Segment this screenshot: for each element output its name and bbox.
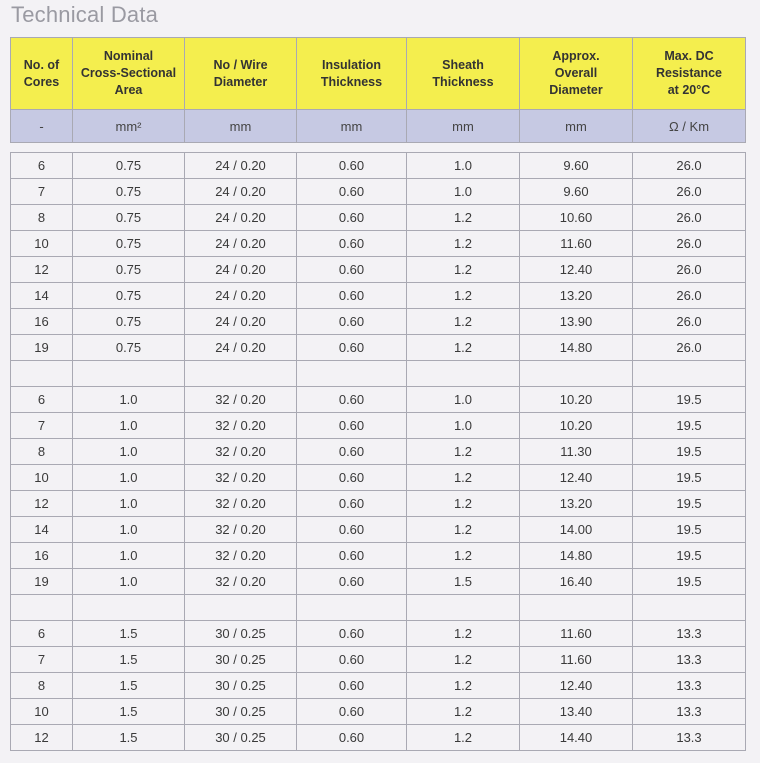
table-cell: 6 xyxy=(11,621,73,647)
table-cell: 26.0 xyxy=(633,231,746,257)
table-cell: 1.0 xyxy=(407,387,520,413)
table-cell: 32 / 0.20 xyxy=(185,517,297,543)
header-wire-diameter xyxy=(185,38,297,110)
unit-cell: mm xyxy=(297,110,407,143)
table-row xyxy=(11,439,746,465)
table-cell: 32 / 0.20 xyxy=(185,413,297,439)
table-cell: 1.0 xyxy=(407,153,520,179)
table-cell: 0.60 xyxy=(297,413,407,439)
table-cell: 26.0 xyxy=(633,309,746,335)
table-row xyxy=(11,699,746,725)
table-cell: 24 / 0.20 xyxy=(185,205,297,231)
table-row xyxy=(11,647,746,673)
header-text: No / Wire xyxy=(213,57,268,72)
table-cell: 26.0 xyxy=(633,257,746,283)
table-cell: 0.60 xyxy=(297,205,407,231)
table-cell: 0.60 xyxy=(297,439,407,465)
header-sheath xyxy=(407,38,520,110)
table-cell: 1.2 xyxy=(407,621,520,647)
header-text: Thickness xyxy=(432,74,494,89)
table-cell: 30 / 0.25 xyxy=(185,699,297,725)
unit-cell: Ω / Km xyxy=(633,110,746,143)
unit-cell: mm xyxy=(407,110,520,143)
table-row xyxy=(11,257,746,283)
header-insulation xyxy=(297,38,407,110)
table-cell: 0.75 xyxy=(73,335,185,361)
table-cell: 1.2 xyxy=(407,491,520,517)
header-row xyxy=(11,38,746,110)
table-cell: 10 xyxy=(11,231,73,257)
table-cell: 19.5 xyxy=(633,413,746,439)
header-text: No. of xyxy=(23,57,60,72)
table-cell: 1.2 xyxy=(407,231,520,257)
table-row xyxy=(11,413,746,439)
table-cell: 10.20 xyxy=(520,387,633,413)
table-cell: 12.40 xyxy=(520,257,633,283)
header-text: Sheath xyxy=(442,57,484,72)
table-cell: 10 xyxy=(11,699,73,725)
table-cell: 8 xyxy=(11,439,73,465)
table-body xyxy=(11,153,746,751)
table-cell: 32 / 0.20 xyxy=(185,569,297,595)
table-row xyxy=(11,387,746,413)
table-cell: 26.0 xyxy=(633,179,746,205)
table-cell: 0.60 xyxy=(297,153,407,179)
table-cell: 11.60 xyxy=(520,647,633,673)
header-text: Overall xyxy=(554,66,598,80)
table-cell: 32 / 0.20 xyxy=(185,387,297,413)
table-cell: 0.60 xyxy=(297,465,407,491)
table-cell: 6 xyxy=(11,387,73,413)
table-cell: 1.0 xyxy=(73,465,185,491)
unit-cell: mm² xyxy=(73,110,185,143)
table-cell: 1.5 xyxy=(73,673,185,699)
table-cell: 1.2 xyxy=(407,543,520,569)
technical-data-table xyxy=(10,37,746,751)
table-cell: 0.60 xyxy=(297,543,407,569)
table-cell: 0.60 xyxy=(297,491,407,517)
table-row xyxy=(11,205,746,231)
table-cell: 11.60 xyxy=(520,231,633,257)
table-cell: 13.3 xyxy=(633,725,746,751)
table-cell: 13.20 xyxy=(520,491,633,517)
table-cell: 13.3 xyxy=(633,621,746,647)
table-cell: 24 / 0.20 xyxy=(185,153,297,179)
table-cell: 24 / 0.20 xyxy=(185,309,297,335)
table-cell: 26.0 xyxy=(633,335,746,361)
table-cell: 16 xyxy=(11,309,73,335)
table-cell: 30 / 0.25 xyxy=(185,647,297,673)
unit-cell: - xyxy=(11,110,73,143)
header-text: Diameter xyxy=(213,74,268,89)
table-cell: 0.60 xyxy=(297,647,407,673)
table-cell: 0.75 xyxy=(73,283,185,309)
table-cell: 30 / 0.25 xyxy=(185,621,297,647)
header-text: Thickness xyxy=(320,74,383,89)
table-cell: 32 / 0.20 xyxy=(185,491,297,517)
table-cell: 26.0 xyxy=(633,153,746,179)
header-text: Insulation xyxy=(321,57,382,72)
table-cell: 1.0 xyxy=(73,439,185,465)
table-cell: 8 xyxy=(11,673,73,699)
table-row xyxy=(11,179,746,205)
table-cell: 12.40 xyxy=(520,465,633,491)
table-row xyxy=(11,725,746,751)
table-cell: 19.5 xyxy=(633,465,746,491)
table-cell: 10.20 xyxy=(520,413,633,439)
header-text: Resistance xyxy=(655,66,722,80)
table-cell: 19 xyxy=(11,335,73,361)
table-row xyxy=(11,491,746,517)
table-cell: 19.5 xyxy=(633,491,746,517)
table-cell: 12 xyxy=(11,491,73,517)
table-cell: 0.60 xyxy=(297,699,407,725)
table-cell: 1.0 xyxy=(73,387,185,413)
table-cell: 0.75 xyxy=(73,205,185,231)
table-cell: 14 xyxy=(11,283,73,309)
table-cell: 19.5 xyxy=(633,517,746,543)
table-cell: 1.5 xyxy=(73,699,185,725)
table-cell: 0.60 xyxy=(297,673,407,699)
table-cell: 1.5 xyxy=(407,569,520,595)
table-row xyxy=(11,309,746,335)
table-cell: 1.2 xyxy=(407,673,520,699)
table-cell: 13.3 xyxy=(633,699,746,725)
table-cell: 1.5 xyxy=(73,621,185,647)
table-cell: 0.75 xyxy=(73,231,185,257)
table-row xyxy=(11,517,746,543)
table-cell: 13.3 xyxy=(633,647,746,673)
table-cell: 1.2 xyxy=(407,517,520,543)
table-cell: 14 xyxy=(11,517,73,543)
table-cell: 32 / 0.20 xyxy=(185,465,297,491)
table-cell: 1.0 xyxy=(73,413,185,439)
table-cell: 0.60 xyxy=(297,725,407,751)
page-title: Technical Data xyxy=(11,2,159,27)
table-cell: 7 xyxy=(11,179,73,205)
table-cell: 0.60 xyxy=(297,517,407,543)
table-row xyxy=(11,673,746,699)
table-cell: 1.0 xyxy=(73,543,185,569)
table-cell: 0.60 xyxy=(297,335,407,361)
table-cell: 1.0 xyxy=(73,491,185,517)
header-cores xyxy=(11,38,73,110)
table-row xyxy=(11,569,746,595)
table-cell: 8 xyxy=(11,205,73,231)
header-text: Area xyxy=(114,83,143,97)
table-cell: 0.60 xyxy=(297,621,407,647)
group-separator-row xyxy=(11,361,746,387)
table-cell: 24 / 0.20 xyxy=(185,231,297,257)
table-cell: 26.0 xyxy=(633,283,746,309)
table-cell: 1.0 xyxy=(407,413,520,439)
header-text: Cores xyxy=(23,74,60,89)
header-area xyxy=(73,38,185,110)
table-cell: 14.80 xyxy=(520,335,633,361)
table-cell: 13.90 xyxy=(520,309,633,335)
table-cell: 1.2 xyxy=(407,465,520,491)
table-cell: 10 xyxy=(11,465,73,491)
table-cell: 24 / 0.20 xyxy=(185,179,297,205)
table-cell: 1.0 xyxy=(407,179,520,205)
header-text: Approx. xyxy=(552,49,600,63)
table-cell: 1.2 xyxy=(407,647,520,673)
header-resistance xyxy=(633,38,746,110)
table-cell: 19 xyxy=(11,569,73,595)
table-cell: 19.5 xyxy=(633,387,746,413)
table-cell: 9.60 xyxy=(520,179,633,205)
group-separator-row xyxy=(11,595,746,621)
header-text: Cross-Sectional xyxy=(80,66,177,80)
header-text: at 20°C xyxy=(667,83,711,97)
table-cell: 19.5 xyxy=(633,569,746,595)
header-text: Nominal xyxy=(103,49,154,63)
table-cell: 0.60 xyxy=(297,387,407,413)
table-cell: 13.20 xyxy=(520,283,633,309)
table-cell: 0.60 xyxy=(297,309,407,335)
table-cell: 14.00 xyxy=(520,517,633,543)
table-cell: 0.75 xyxy=(73,179,185,205)
table-cell: 7 xyxy=(11,413,73,439)
table-cell: 0.60 xyxy=(297,257,407,283)
table-cell: 10.60 xyxy=(520,205,633,231)
table-cell: 30 / 0.25 xyxy=(185,673,297,699)
table-cell: 1.2 xyxy=(407,725,520,751)
table-cell: 26.0 xyxy=(633,205,746,231)
table-row xyxy=(11,335,746,361)
table-cell: 11.30 xyxy=(520,439,633,465)
table-cell: 0.60 xyxy=(297,283,407,309)
table-cell: 19.5 xyxy=(633,543,746,569)
table-cell: 11.60 xyxy=(520,621,633,647)
table-cell: 12 xyxy=(11,725,73,751)
table-cell: 1.2 xyxy=(407,309,520,335)
table-cell: 1.2 xyxy=(407,283,520,309)
table-cell: 32 / 0.20 xyxy=(185,543,297,569)
table-row xyxy=(11,231,746,257)
table-cell: 14.40 xyxy=(520,725,633,751)
header-text: Diameter xyxy=(549,83,603,97)
table-cell: 7 xyxy=(11,647,73,673)
table-cell: 12 xyxy=(11,257,73,283)
table-cell: 1.0 xyxy=(73,569,185,595)
header-overall-diameter xyxy=(520,38,633,110)
table-cell: 24 / 0.20 xyxy=(185,283,297,309)
table-cell: 13.3 xyxy=(633,673,746,699)
table-cell: 0.75 xyxy=(73,153,185,179)
table-row xyxy=(11,283,746,309)
table-row xyxy=(11,153,746,179)
table-cell: 24 / 0.20 xyxy=(185,335,297,361)
table-cell: 1.2 xyxy=(407,257,520,283)
table-cell: 9.60 xyxy=(520,153,633,179)
table-cell: 24 / 0.20 xyxy=(185,257,297,283)
table-cell: 0.75 xyxy=(73,309,185,335)
table-cell: 6 xyxy=(11,153,73,179)
table-row xyxy=(11,465,746,491)
unit-cell: mm xyxy=(185,110,297,143)
table-cell: 1.2 xyxy=(407,439,520,465)
table-cell: 0.60 xyxy=(297,569,407,595)
unit-row xyxy=(11,110,746,143)
table-cell: 1.0 xyxy=(73,517,185,543)
table-cell: 1.2 xyxy=(407,335,520,361)
table-row xyxy=(11,621,746,647)
table-cell: 30 / 0.25 xyxy=(185,725,297,751)
table-cell: 1.5 xyxy=(73,725,185,751)
table-cell: 1.5 xyxy=(73,647,185,673)
table-cell: 19.5 xyxy=(633,439,746,465)
table-cell: 16 xyxy=(11,543,73,569)
header-text: Max. DC xyxy=(664,49,714,63)
table-cell: 0.60 xyxy=(297,179,407,205)
table-row xyxy=(11,543,746,569)
table-cell: 13.40 xyxy=(520,699,633,725)
table-cell: 32 / 0.20 xyxy=(185,439,297,465)
table-cell: 1.2 xyxy=(407,699,520,725)
table-cell: 14.80 xyxy=(520,543,633,569)
table-cell: 0.75 xyxy=(73,257,185,283)
table-cell: 12.40 xyxy=(520,673,633,699)
table-cell: 16.40 xyxy=(520,569,633,595)
table-cell: 1.2 xyxy=(407,205,520,231)
unit-cell: mm xyxy=(520,110,633,143)
table-cell: 0.60 xyxy=(297,231,407,257)
